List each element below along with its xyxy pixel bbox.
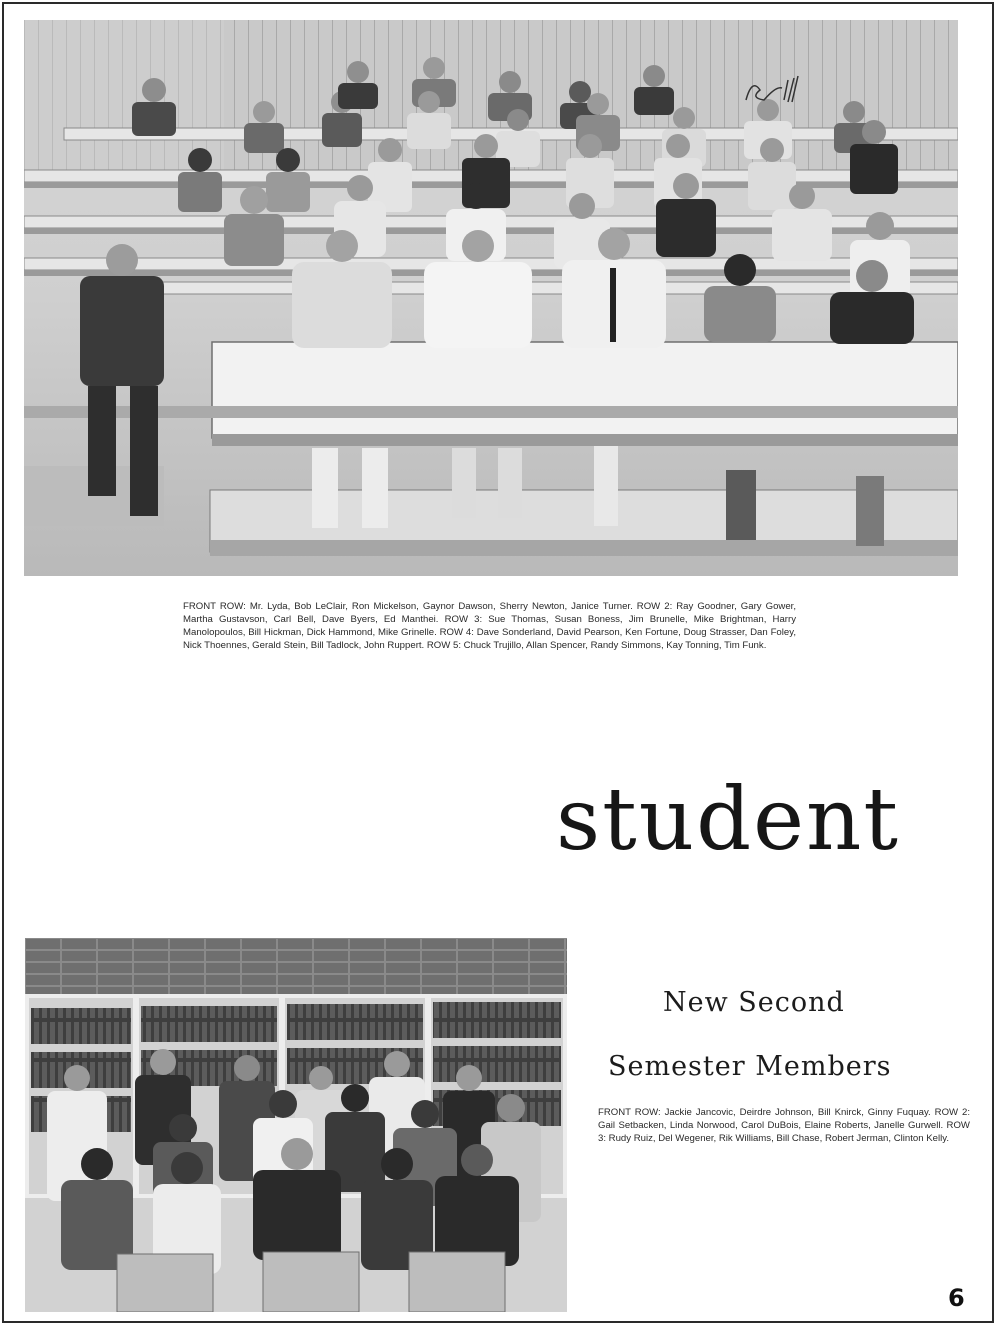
section-subtitle-line-1: New Second — [663, 987, 845, 1018]
bottom-photo-caption: FRONT ROW: Jackie Jancovic, Deirdre Johnson, Bill Knirck, Ginny Fuquay. ROW 2: Gail Setbacken, Linda Norwood, Carol DuBois, Elaine Roberts, Janelle Gurwell. ROW 3: Rudy Ruiz, Del Wegener, Rik Williams, Bill Chase, Robert Jerman, Clinton Kelly. — [598, 1107, 970, 1144]
top-group-photo — [24, 20, 958, 576]
section-subtitle-line-2: Semester Members — [608, 1051, 892, 1082]
top-photo-caption: FRONT ROW: Mr. Lyda, Bob LeClair, Ron Mickelson, Gaynor Dawson, Sherry Newton, Janice Turner. ROW 2: Ray Goodner, Gary Gower, Martha Gustavson, Carl Bell, Dave Byers, Ed Manthei. ROW 3: Sue Thomas, Susan Boness, Jim Brunelle, Mike Brightman, Harry Manolopoulos, Bill Hickman, Dick Hammond, Mike Grinelle. ROW 4: Dave Sonderland, David Pearson, Ken Fortune, Doug Strasser, Dan Foley, Nick Thoennes, Gerald Stein, Bill Tadlock, John Ruppert. ROW 5: Chuck Trujillo, Allan Spencer, Randy Simmons, Kay Tonning, Tim Funk. — [183, 601, 796, 651]
bottom-group-photo — [25, 938, 567, 1312]
page-title: student — [556, 770, 900, 870]
top-group-photo-illustration — [24, 20, 958, 576]
bottom-group-photo-illustration — [25, 938, 567, 1312]
page-number: 6 — [948, 1284, 965, 1312]
